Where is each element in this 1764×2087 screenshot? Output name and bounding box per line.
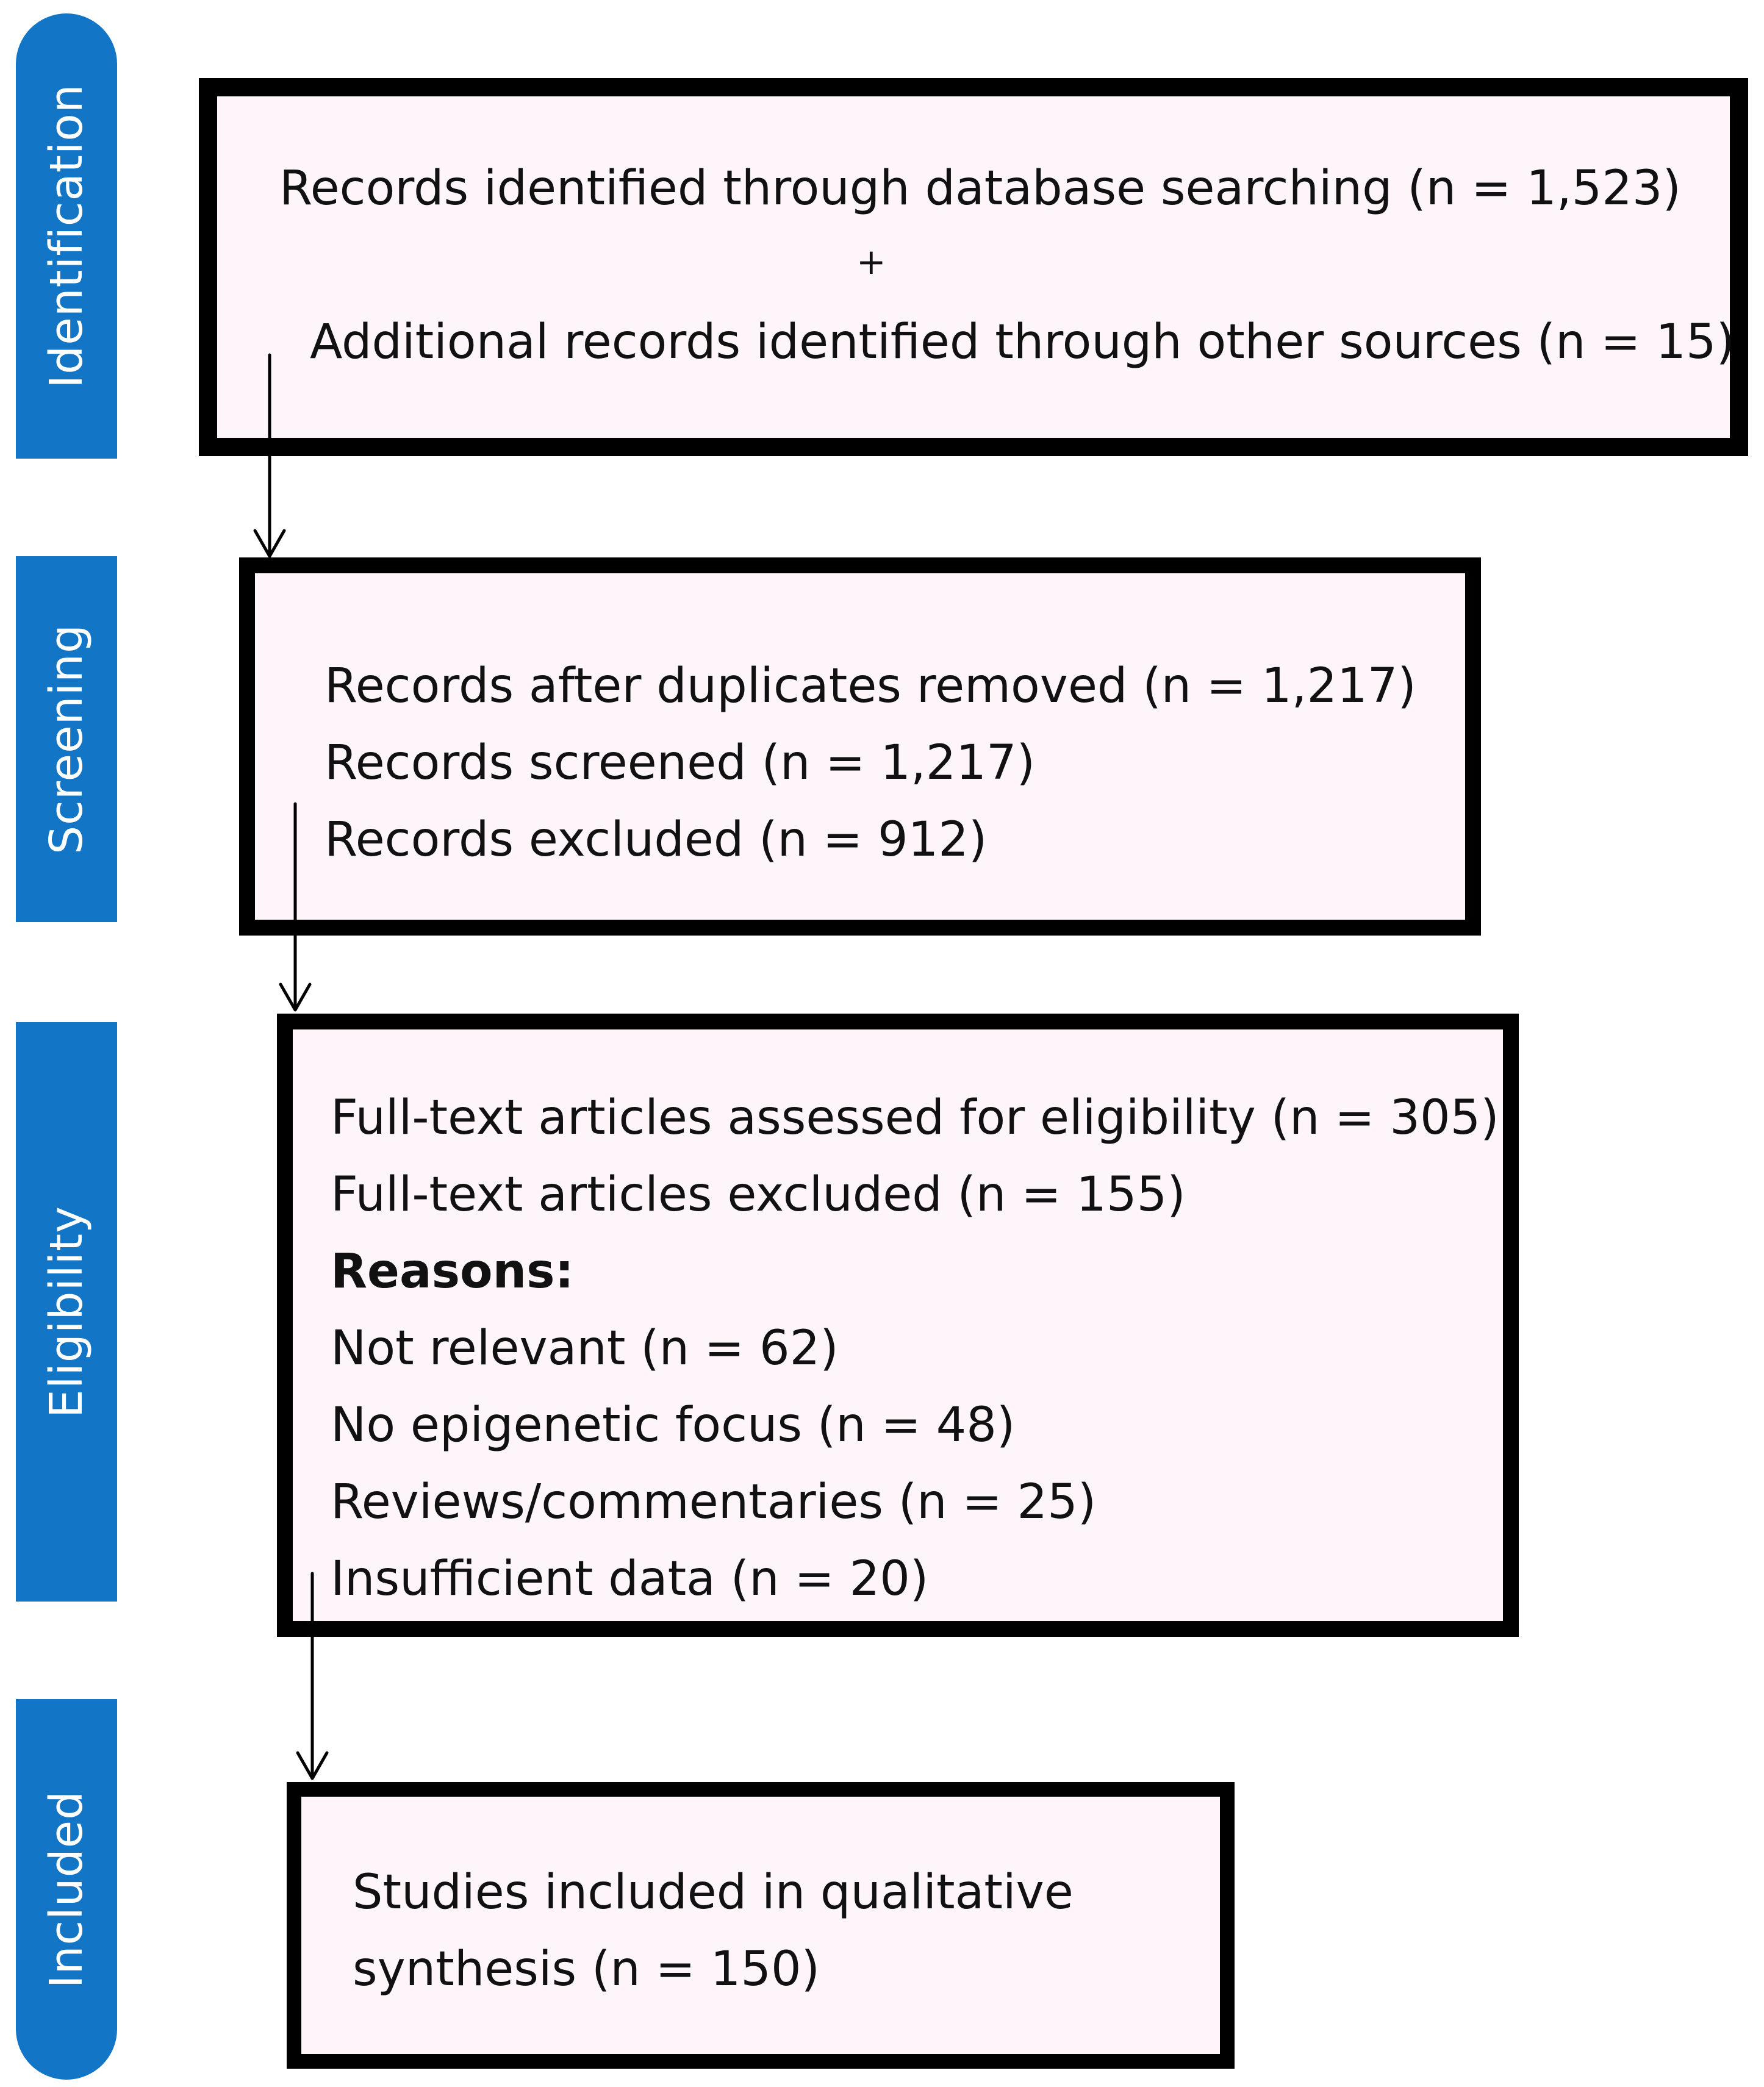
plus-sign: + <box>856 241 886 282</box>
reason-item: Insufficient data (n = 20) <box>331 1552 929 1606</box>
synthesis-count-text: synthesis (n = 150) <box>353 1942 820 1997</box>
stage-included <box>16 1699 117 2080</box>
included-box <box>287 1782 1235 2069</box>
records-excluded-text: Records excluded (n = 912) <box>324 812 988 867</box>
eligibility-box <box>277 1014 1519 1637</box>
identified-database-text: Records identified through database searching (n = 1,523) <box>279 161 1681 216</box>
reason-item: No epigenetic focus (n = 48) <box>331 1398 1016 1453</box>
screening-box <box>239 557 1481 936</box>
stage-screening <box>16 556 117 922</box>
records-screened-text: Records screened (n = 1,217) <box>324 736 1036 790</box>
fulltext-assessed-text: Full-text articles assessed for eligibility (n = 305) <box>331 1090 1499 1145</box>
reason-item: Reviews/commentaries (n = 25) <box>331 1475 1097 1530</box>
stage-eligibility <box>16 1022 117 1602</box>
records-after-duplicates-text: Records after duplicates removed (n = 1,217) <box>324 659 1416 714</box>
identification-box <box>199 78 1748 456</box>
stage-identification <box>16 13 117 459</box>
studies-included-text: Studies included in qualitative <box>353 1865 1074 1920</box>
stage-screening-label: Screening <box>40 624 93 854</box>
reasons-heading: Reasons: <box>331 1244 574 1299</box>
stage-eligibility-label: Eligibility <box>40 1206 93 1418</box>
stage-identification-label: Identification <box>40 84 93 388</box>
identified-other-sources-text: Additional records identified through other sources (n = 15) <box>310 315 1735 370</box>
stage-included-label: Included <box>40 1790 93 1989</box>
fulltext-excluded-text: Full-text articles excluded (n = 155) <box>331 1167 1186 1222</box>
reason-item: Not relevant (n = 62) <box>331 1321 839 1376</box>
